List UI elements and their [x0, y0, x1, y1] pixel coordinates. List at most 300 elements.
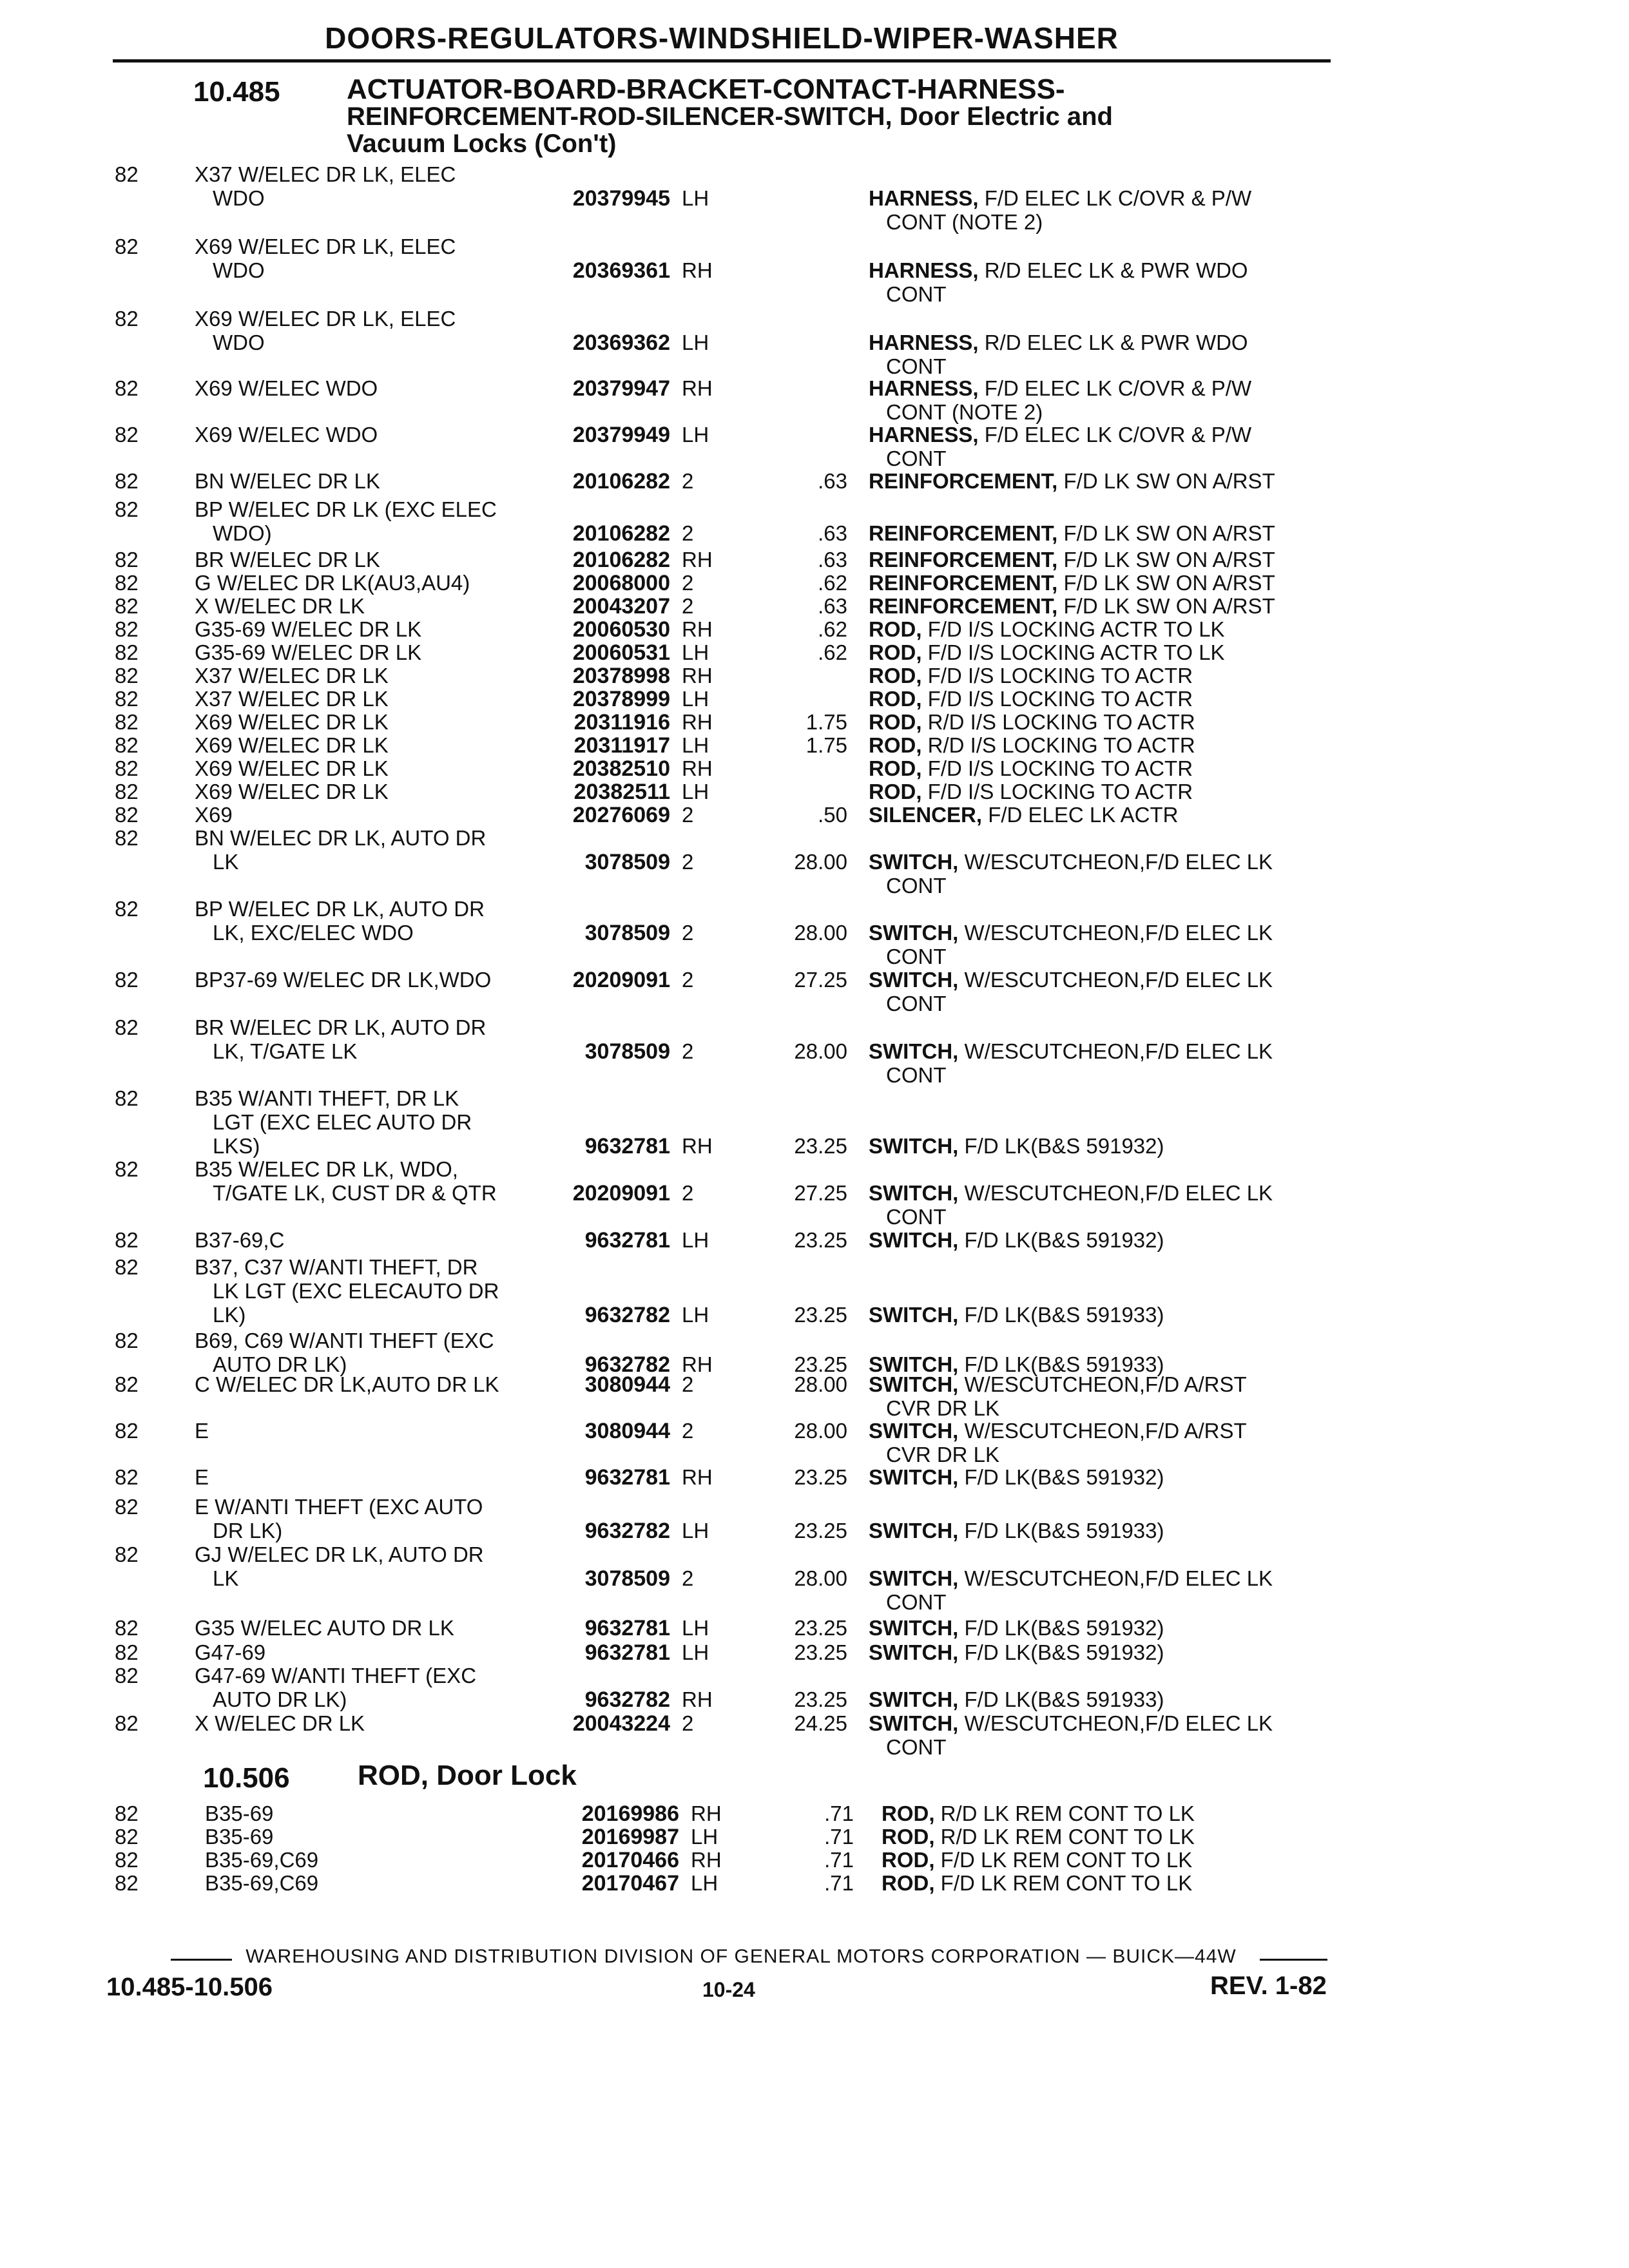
part-name-keyword: SWITCH,: [869, 1228, 959, 1252]
price: 28.00: [794, 1372, 847, 1396]
part-name-keyword: ROD,: [869, 617, 922, 641]
part-name: [869, 1134, 1164, 1158]
part-name-keyword: SWITCH,: [869, 1181, 959, 1205]
part-name-detail: W/ESCUTCHEON,F/D ELEC LK: [964, 1711, 1273, 1735]
quantity: RH: [682, 1352, 713, 1376]
description-line-1: X69 W/ELEC DR LK: [195, 733, 389, 757]
description-line-2: LK LGT (EXC ELECAUTO DR: [213, 1279, 499, 1303]
part-name: [869, 1465, 1164, 1490]
group-code: 82: [115, 1542, 139, 1566]
part-name: [869, 186, 1251, 211]
part-name-keyword: ROD,: [869, 664, 922, 687]
part-name-detail: F/D I/S LOCKING ACTR TO LK: [927, 640, 1225, 664]
part-name-detail: R/D ELEC LK & PWR WDO: [984, 258, 1248, 282]
price: 28.00: [794, 1419, 847, 1443]
price: 23.25: [794, 1640, 847, 1664]
part-name: [869, 1640, 1164, 1665]
price: .71: [824, 1848, 854, 1872]
group-code: 82: [115, 756, 139, 780]
part-name-detail: F/D LK(B&S 591933): [964, 1303, 1164, 1327]
group-code: 82: [115, 1640, 139, 1664]
part-name: [869, 258, 1248, 283]
footer-rule-left: [171, 1959, 232, 1961]
description-last-line: LK, EXC/ELEC WDO: [213, 921, 414, 945]
description-line-1: X W/ELEC DR LK: [195, 1711, 365, 1735]
group-code: 82: [115, 1802, 139, 1825]
part-name-detail: R/D I/S LOCKING TO ACTR: [927, 733, 1195, 757]
description-line-1: GJ W/ELEC DR LK, AUTO DR: [195, 1542, 484, 1566]
quantity: RH: [682, 617, 713, 641]
part-name-detail: R/D LK REM CONT TO LK: [940, 1825, 1195, 1849]
description-line-1: BP37-69 W/ELEC DR LK,WDO: [195, 968, 492, 992]
group-code: 82: [115, 1871, 139, 1895]
part-number: 20106282: [572, 521, 670, 546]
group-code: 82: [115, 897, 139, 921]
description-line-1: B35 W/ANTI THEFT, DR LK: [195, 1086, 459, 1110]
part-name-detail: F/D LK SW ON A/RST: [1063, 521, 1275, 545]
part-name-keyword: ROD,: [869, 710, 922, 734]
part-number: 20382511: [574, 780, 670, 804]
description-line-1: BP W/ELEC DR LK (EXC ELEC: [195, 497, 497, 521]
group-code: 82: [115, 826, 139, 850]
part-name-keyword: ROD,: [869, 640, 922, 664]
part-name-detail: F/D LK(B&S 591933): [964, 1687, 1164, 1711]
description-line-1: X69 W/ELEC WDO: [195, 423, 378, 447]
part-number: 20379947: [572, 376, 670, 401]
group-code: 82: [115, 1848, 139, 1872]
part-name-detail: F/D LK SW ON A/RST: [1063, 571, 1275, 595]
part-name-continued: CVR DR LK: [886, 1396, 1000, 1420]
footer-page-number: 10-24: [702, 1978, 755, 2001]
group-code: 82: [115, 423, 139, 447]
description-line-1: B37, C37 W/ANTI THEFT, DR: [195, 1255, 478, 1279]
quantity: LH: [682, 1519, 709, 1542]
part-name: [869, 1687, 1164, 1712]
section-number: 10.485: [193, 76, 280, 108]
quantity: RH: [682, 1687, 713, 1711]
part-name-continued: CONT: [886, 1205, 947, 1229]
part-number: 3080944: [584, 1372, 670, 1397]
quantity: LH: [682, 1228, 709, 1252]
part-name-detail: R/D LK REM CONT TO LK: [940, 1802, 1195, 1825]
part-name-detail: F/D LK REM CONT TO LK: [940, 1848, 1193, 1872]
description-line-1: X37 W/ELEC DR LK, ELEC: [195, 162, 456, 186]
description-last-line: LKS): [213, 1134, 260, 1158]
description-line-1: X69 W/ELEC DR LK: [195, 710, 389, 734]
part-name-continued: CONT: [886, 354, 947, 378]
part-number: 9632781: [584, 1465, 670, 1490]
part-name-detail: W/ESCUTCHEON,F/D ELEC LK: [964, 968, 1273, 992]
part-name: [869, 780, 1193, 804]
part-name-keyword: SWITCH,: [869, 1303, 959, 1327]
group-code: 82: [115, 780, 139, 803]
part-name-keyword: SWITCH,: [869, 1640, 959, 1664]
part-name-keyword: HARNESS,: [869, 186, 979, 210]
part-name-detail: F/D ELEC LK ACTR: [988, 803, 1179, 827]
quantity: LH: [682, 186, 709, 210]
description-last-line: DR LK): [213, 1519, 283, 1542]
part-name: [869, 1419, 1247, 1443]
group-code: 82: [115, 571, 139, 595]
part-name-keyword: ROD,: [869, 687, 922, 711]
part-name-keyword: REINFORCEMENT,: [869, 571, 1058, 595]
part-number: 9632782: [584, 1352, 670, 1377]
part-number: 9632781: [584, 1616, 670, 1640]
price: .71: [824, 1802, 854, 1825]
description-last-line: WDO: [213, 331, 265, 354]
group-code: 82: [115, 594, 139, 618]
part-name: [869, 617, 1225, 642]
quantity: RH: [682, 548, 713, 572]
quantity: LH: [691, 1871, 718, 1895]
part-name-detail: F/D LK(B&S 591933): [964, 1352, 1164, 1376]
part-name: [869, 921, 1273, 945]
part-name-keyword: HARNESS,: [869, 376, 979, 400]
part-name-keyword: ROD,: [882, 1871, 935, 1895]
quantity: 2: [682, 1372, 694, 1396]
part-name-keyword: SWITCH,: [869, 1687, 959, 1711]
description-line-1: G47-69: [195, 1640, 266, 1664]
quantity: 2: [682, 803, 694, 827]
quantity: 2: [682, 1181, 694, 1205]
group-code: 82: [115, 1329, 139, 1352]
description-line-1: B35-69: [205, 1825, 274, 1849]
part-name-keyword: SWITCH,: [869, 1465, 959, 1489]
part-name-detail: F/D LK SW ON A/RST: [1063, 594, 1275, 618]
price: 1.75: [805, 733, 847, 757]
section-title: ROD, Door Lock: [358, 1760, 577, 1791]
part-name: [869, 1566, 1273, 1591]
description-line-1: X69 W/ELEC DR LK, ELEC: [195, 235, 456, 258]
group-code: 82: [115, 469, 139, 493]
description-line-1: BN W/ELEC DR LK: [195, 469, 380, 493]
part-name: [869, 1372, 1247, 1397]
group-code: 82: [115, 1616, 139, 1640]
part-name: [869, 423, 1251, 447]
part-name-detail: W/ESCUTCHEON,F/D A/RST: [964, 1419, 1247, 1443]
part-name: [869, 850, 1273, 874]
part-name-keyword: ROD,: [869, 733, 922, 757]
part-name-keyword: ROD,: [882, 1848, 935, 1872]
part-number: 20060531: [572, 640, 670, 665]
part-number: 20209091: [572, 1181, 670, 1206]
description-last-line: WDO): [213, 521, 272, 545]
price: 23.25: [794, 1134, 847, 1158]
part-name-keyword: HARNESS,: [869, 331, 979, 354]
part-name-continued: CONT: [886, 1063, 947, 1087]
part-name-detail: F/D ELEC LK C/OVR & P/W: [984, 376, 1252, 400]
group-code: 82: [115, 687, 139, 711]
part-name: [869, 687, 1193, 711]
part-number: 20068000: [572, 571, 670, 595]
part-name-detail: R/D I/S LOCKING TO ACTR: [927, 710, 1195, 734]
section-title-line-2: REINFORCEMENT-ROD-SILENCER-SWITCH, Door Electric and: [347, 102, 1113, 131]
part-name-keyword: HARNESS,: [869, 258, 979, 282]
part-name-keyword: SWITCH,: [869, 1419, 959, 1443]
part-name: [882, 1825, 1195, 1849]
part-name-detail: F/D I/S LOCKING ACTR TO LK: [927, 617, 1225, 641]
part-name: [869, 1039, 1273, 1064]
part-name: [869, 664, 1193, 688]
description-last-line: LK: [213, 850, 239, 874]
part-name-detail: F/D I/S LOCKING TO ACTR: [927, 756, 1193, 780]
description-line-1: B35-69: [205, 1802, 274, 1825]
part-name: [882, 1802, 1195, 1826]
part-number: 9632781: [584, 1134, 670, 1158]
group-code: 82: [115, 376, 139, 400]
part-name-detail: F/D I/S LOCKING TO ACTR: [927, 664, 1193, 687]
part-name: [869, 331, 1248, 355]
description-last-line: AUTO DR LK): [213, 1687, 347, 1711]
description-line-1: G35-69 W/ELEC DR LK: [195, 640, 422, 664]
description-line-1: B35-69,C69: [205, 1848, 319, 1872]
description-line-1: BP W/ELEC DR LK, AUTO DR: [195, 897, 485, 921]
price: 27.25: [794, 968, 847, 992]
part-name-continued: CONT: [886, 1735, 947, 1759]
description-last-line: LK, T/GATE LK: [213, 1039, 358, 1063]
part-name-detail: W/ESCUTCHEON,F/D ELEC LK: [964, 1181, 1273, 1205]
part-name-keyword: SWITCH,: [869, 1519, 959, 1542]
description-line-1: X69 W/ELEC DR LK, ELEC: [195, 307, 456, 331]
group-code: 82: [115, 1465, 139, 1489]
quantity: LH: [682, 780, 709, 803]
part-name-keyword: SWITCH,: [869, 921, 959, 945]
part-name: [869, 640, 1225, 665]
description-line-1: B37-69,C: [195, 1228, 285, 1252]
description-line-1: C W/ELEC DR LK,AUTO DR LK: [195, 1372, 499, 1396]
quantity: RH: [682, 710, 713, 734]
part-name-keyword: REINFORCEMENT,: [869, 548, 1058, 572]
quantity: LH: [682, 1616, 709, 1640]
part-number: 20043207: [572, 594, 670, 619]
group-code: 82: [115, 1495, 139, 1519]
part-name-keyword: ROD,: [882, 1825, 935, 1849]
group-code: 82: [115, 733, 139, 757]
price: 1.75: [805, 710, 847, 734]
group-code: 82: [115, 968, 139, 992]
part-name-keyword: SWITCH,: [869, 1372, 959, 1396]
part-name-keyword: SILENCER,: [869, 803, 983, 827]
price: 28.00: [794, 1566, 847, 1590]
part-number: 20379945: [572, 186, 670, 211]
group-code: 82: [115, 1086, 139, 1110]
part-name-detail: F/D ELEC LK C/OVR & P/W: [984, 423, 1252, 447]
part-name-detail: F/D LK(B&S 591932): [964, 1616, 1164, 1640]
quantity: RH: [682, 756, 713, 780]
description-line-1: E: [195, 1419, 209, 1443]
description-last-line: LK: [213, 1566, 239, 1590]
quantity: LH: [682, 640, 709, 664]
description-line-1: B35-69,C69: [205, 1871, 319, 1895]
description-line-1: X69 W/ELEC DR LK: [195, 780, 389, 803]
part-name-keyword: ROD,: [869, 780, 922, 803]
footer-section-range: 10.485-10.506: [106, 1973, 273, 2001]
price: .63: [818, 548, 847, 572]
part-number: 20311916: [574, 710, 670, 735]
part-name: [869, 376, 1251, 401]
price: 23.25: [794, 1465, 847, 1489]
part-name-detail: F/D ELEC LK C/OVR & P/W: [984, 186, 1252, 210]
part-number: 9632781: [584, 1640, 670, 1665]
price: 24.25: [794, 1711, 847, 1735]
part-name: [869, 1303, 1164, 1327]
group-code: 82: [115, 1228, 139, 1252]
part-name: [869, 968, 1273, 992]
description-line-1: G47-69 W/ANTI THEFT (EXC: [195, 1664, 477, 1687]
price: 28.00: [794, 850, 847, 874]
description-line-1: X37 W/ELEC DR LK: [195, 687, 389, 711]
description-line-1: X37 W/ELEC DR LK: [195, 664, 389, 687]
quantity: RH: [682, 1134, 713, 1158]
quantity: RH: [691, 1848, 722, 1872]
part-number: 20170467: [581, 1871, 679, 1896]
quantity: 2: [682, 921, 694, 945]
group-code: 82: [115, 1372, 139, 1396]
part-number: 20043224: [572, 1711, 670, 1736]
description-line-1: E: [195, 1465, 209, 1489]
group-code: 82: [115, 235, 139, 258]
footer-revision: REV. 1-82: [1210, 1972, 1327, 2000]
part-number: 20378998: [572, 664, 670, 688]
description-line-1: E W/ANTI THEFT (EXC AUTO: [195, 1495, 483, 1519]
group-code: 82: [115, 1255, 139, 1279]
part-name-continued: CONT: [886, 447, 947, 470]
price: 23.25: [794, 1352, 847, 1376]
group-code: 82: [115, 640, 139, 664]
quantity: 2: [682, 850, 694, 874]
quantity: 2: [682, 1039, 694, 1063]
part-name: [869, 571, 1275, 595]
price: .62: [818, 571, 847, 595]
part-name-detail: F/D LK(B&S 591932): [964, 1134, 1164, 1158]
description-last-line: AUTO DR LK): [213, 1352, 347, 1376]
part-name: [869, 1616, 1164, 1640]
description-line-1: B35 W/ELEC DR LK, WDO,: [195, 1157, 458, 1181]
part-name: [869, 733, 1195, 758]
part-name-detail: F/D LK(B&S 591932): [964, 1640, 1164, 1664]
part-name-continued: CONT (NOTE 2): [886, 210, 1043, 234]
quantity: 2: [682, 571, 694, 595]
part-name-keyword: SWITCH,: [869, 1566, 959, 1590]
part-name: [882, 1848, 1192, 1872]
description-line-1: X69: [195, 803, 233, 827]
part-name-continued: CONT: [886, 874, 947, 898]
group-code: 82: [115, 1419, 139, 1443]
price: 28.00: [794, 1039, 847, 1063]
part-name-keyword: SWITCH,: [869, 1616, 959, 1640]
group-code: 82: [115, 664, 139, 687]
section-title-line-1: ACTUATOR-BOARD-BRACKET-CONTACT-HARNESS-: [347, 73, 1065, 105]
quantity: LH: [682, 1640, 709, 1664]
price: 23.25: [794, 1519, 847, 1542]
description-line-1: X W/ELEC DR LK: [195, 594, 365, 618]
part-name-keyword: ROD,: [869, 756, 922, 780]
group-code: 82: [115, 617, 139, 641]
part-number: 20382510: [572, 756, 670, 781]
part-number: 20106282: [572, 548, 670, 572]
part-name: [869, 594, 1275, 619]
footer-publisher: WAREHOUSING AND DISTRIBUTION DIVISION OF GENERAL MOTORS CORPORATION — BUICK—44W: [246, 1946, 1237, 1967]
description-line-1: G35-69 W/ELEC DR LK: [195, 617, 422, 641]
price: 23.25: [794, 1228, 847, 1252]
description-line-1: G W/ELEC DR LK(AU3,AU4): [195, 571, 470, 595]
part-number: 9632781: [584, 1228, 670, 1253]
part-number: 20170466: [581, 1848, 679, 1872]
part-name-detail: W/ESCUTCHEON,F/D ELEC LK: [964, 1566, 1273, 1590]
part-name: [869, 1519, 1164, 1543]
part-name-continued: CONT: [886, 1590, 947, 1614]
price: .71: [824, 1871, 854, 1895]
part-name-detail: F/D LK(B&S 591932): [964, 1465, 1164, 1489]
part-name-keyword: REINFORCEMENT,: [869, 469, 1058, 493]
part-name-keyword: SWITCH,: [869, 1711, 959, 1735]
page-header: DOORS-REGULATORS-WINDSHIELD-WIPER-WASHER: [113, 21, 1331, 62]
group-code: 82: [115, 497, 139, 521]
quantity: 2: [682, 968, 694, 992]
description-line-1: BR W/ELEC DR LK: [195, 548, 380, 572]
price: 23.25: [794, 1687, 847, 1711]
part-number: 3078509: [584, 1039, 670, 1064]
price: .71: [824, 1825, 854, 1849]
description-line-1: B69, C69 W/ANTI THEFT (EXC: [195, 1329, 494, 1352]
price: 28.00: [794, 921, 847, 945]
description-last-line: T/GATE LK, CUST DR & QTR: [213, 1181, 497, 1205]
part-number: 20106282: [572, 469, 670, 494]
part-name: [882, 1871, 1192, 1896]
part-name-keyword: SWITCH,: [869, 1134, 959, 1158]
part-number: 20378999: [572, 687, 670, 711]
group-code: 82: [115, 1825, 139, 1849]
section-number: 10.506: [203, 1762, 290, 1794]
price: 27.25: [794, 1181, 847, 1205]
quantity: RH: [682, 1465, 713, 1489]
part-number: 9632782: [584, 1687, 670, 1712]
price: .63: [818, 469, 847, 493]
part-name-keyword: REINFORCEMENT,: [869, 594, 1058, 618]
part-name: [869, 1181, 1273, 1206]
price: 23.25: [794, 1303, 847, 1327]
part-number: 3078509: [584, 921, 670, 945]
part-name-detail: F/D LK(B&S 591932): [964, 1228, 1164, 1252]
part-number: 9632782: [584, 1303, 670, 1327]
price: .50: [818, 803, 847, 827]
part-name-keyword: SWITCH,: [869, 850, 959, 874]
part-name-detail: F/D I/S LOCKING TO ACTR: [927, 687, 1193, 711]
part-name: [869, 756, 1193, 781]
part-name-detail: F/D I/S LOCKING TO ACTR: [927, 780, 1193, 803]
price: .63: [818, 521, 847, 545]
part-name-keyword: SWITCH,: [869, 1352, 959, 1376]
part-number: 20276069: [572, 803, 670, 827]
part-number: 9632782: [584, 1519, 670, 1543]
group-code: 82: [115, 1015, 139, 1039]
group-code: 82: [115, 803, 139, 827]
part-name-detail: W/ESCUTCHEON,F/D ELEC LK: [964, 921, 1273, 945]
quantity: LH: [682, 1303, 709, 1327]
price: 23.25: [794, 1616, 847, 1640]
part-name-keyword: HARNESS,: [869, 423, 979, 447]
price: .62: [818, 640, 847, 664]
part-number: 3078509: [584, 1566, 670, 1591]
section-title-line-3: Vacuum Locks (Con't): [347, 130, 617, 158]
group-code: 82: [115, 162, 139, 186]
price: .63: [818, 594, 847, 618]
description-line-1: BN W/ELEC DR LK, AUTO DR: [195, 826, 487, 850]
part-name-keyword: ROD,: [882, 1802, 935, 1825]
quantity: LH: [682, 687, 709, 711]
part-name-detail: W/ESCUTCHEON,F/D A/RST: [964, 1372, 1247, 1396]
quantity: 2: [682, 469, 694, 493]
